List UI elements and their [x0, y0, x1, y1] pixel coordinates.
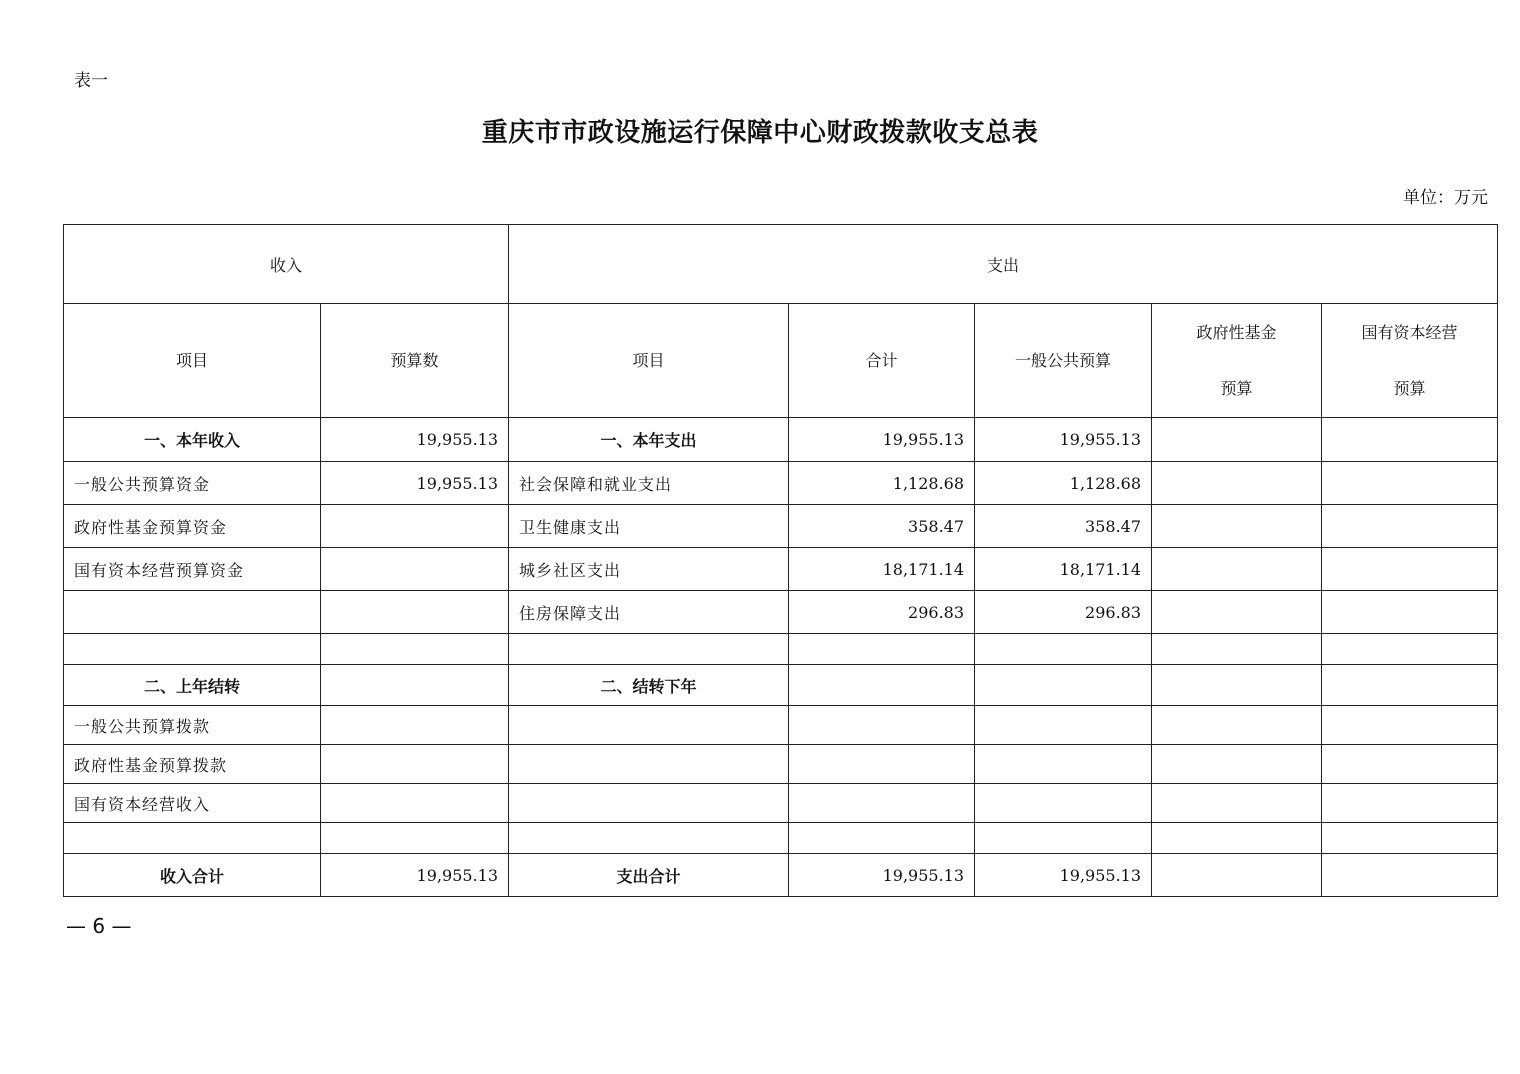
gov-fund-cell	[1152, 784, 1322, 823]
gov-fund-cell	[1152, 823, 1322, 854]
state-capital-cell	[1322, 505, 1498, 548]
state-capital-budget-header	[1322, 304, 1498, 418]
gov-fund-budget-header-line2: 预算	[1220, 378, 1253, 398]
gov-fund-cell	[1152, 745, 1322, 784]
total-header: 合计	[789, 304, 975, 418]
total-cell	[789, 784, 975, 823]
general-budget-cell: 296.83	[975, 591, 1152, 634]
gov-fund-cell	[1152, 665, 1322, 706]
income-value-cell	[321, 784, 509, 823]
income-header: 收入	[64, 225, 509, 304]
expense-item-cell: 一、本年支出	[509, 418, 789, 462]
state-capital-cell	[1322, 854, 1498, 897]
income-item-cell: 一般公共预算资金	[64, 462, 321, 505]
income-item-cell: 国有资本经营收入	[64, 784, 321, 823]
gov-fund-budget-header-line1: 政府性基金	[1196, 322, 1277, 342]
income-value-cell	[321, 505, 509, 548]
page-title: 重庆市市政设施运行保障中心财政拨款收支总表	[481, 118, 1039, 148]
income-item-cell: 一、本年收入	[64, 418, 321, 462]
general-budget-cell	[975, 823, 1152, 854]
expense-item-cell: 二、结转下年	[509, 665, 789, 706]
expense-item-cell	[509, 745, 789, 784]
table-row	[64, 548, 1498, 591]
table-row	[64, 591, 1498, 634]
income-value-cell	[321, 665, 509, 706]
table-row-total	[64, 854, 1498, 897]
total-cell: 358.47	[789, 505, 975, 548]
income-item-cell	[64, 634, 321, 665]
income-item-cell	[64, 591, 321, 634]
income-value-cell	[321, 823, 509, 854]
budget-summary-table	[63, 224, 1498, 897]
gov-fund-cell	[1152, 634, 1322, 665]
header-row-columns	[64, 304, 1498, 418]
expense-item-cell: 社会保障和就业支出	[509, 462, 789, 505]
state-capital-cell	[1322, 665, 1498, 706]
general-budget-cell	[975, 706, 1152, 745]
income-value-cell: 19,955.13	[321, 418, 509, 462]
general-budget-cell	[975, 745, 1152, 784]
expense-item-cell	[509, 706, 789, 745]
gov-fund-budget-header	[1152, 304, 1322, 418]
state-capital-budget-header-line1: 国有资本经营	[1361, 322, 1458, 342]
state-capital-cell	[1322, 418, 1498, 462]
gov-fund-cell	[1152, 854, 1322, 897]
gov-fund-cell	[1152, 706, 1322, 745]
expense-item-cell	[509, 823, 789, 854]
unit-label: 单位：万元	[1403, 188, 1488, 208]
table-label: 表一	[74, 71, 108, 91]
table-row	[64, 462, 1498, 505]
table-row	[64, 505, 1498, 548]
gov-fund-cell	[1152, 418, 1322, 462]
expense-item-header: 项目	[509, 304, 789, 418]
general-budget-header: 一般公共预算	[975, 304, 1152, 418]
expense-item-cell: 支出合计	[509, 854, 789, 897]
gov-fund-cell	[1152, 548, 1322, 591]
page-number: — 6 —	[66, 914, 132, 938]
general-budget-cell	[975, 665, 1152, 706]
total-cell: 19,955.13	[789, 854, 975, 897]
income-value-cell	[321, 548, 509, 591]
table-row	[64, 784, 1498, 823]
state-capital-cell	[1322, 823, 1498, 854]
income-item-header: 项目	[64, 304, 321, 418]
general-budget-cell: 1,128.68	[975, 462, 1152, 505]
table-row	[64, 706, 1498, 745]
header-row-group	[64, 225, 1498, 304]
state-capital-cell	[1322, 591, 1498, 634]
expense-item-cell: 住房保障支出	[509, 591, 789, 634]
income-item-cell: 收入合计	[64, 854, 321, 897]
general-budget-cell	[975, 634, 1152, 665]
table-row	[64, 745, 1498, 784]
total-cell: 1,128.68	[789, 462, 975, 505]
state-capital-cell	[1322, 548, 1498, 591]
total-cell	[789, 745, 975, 784]
income-item-cell: 二、上年结转	[64, 665, 321, 706]
income-budget-header: 预算数	[321, 304, 509, 418]
total-cell: 296.83	[789, 591, 975, 634]
income-value-cell	[321, 745, 509, 784]
total-cell	[789, 634, 975, 665]
general-budget-cell: 19,955.13	[975, 854, 1152, 897]
income-item-cell: 政府性基金预算资金	[64, 505, 321, 548]
income-value-cell	[321, 706, 509, 745]
state-capital-cell	[1322, 634, 1498, 665]
table-row	[64, 665, 1498, 706]
total-cell	[789, 665, 975, 706]
table-row	[64, 634, 1498, 665]
state-capital-cell	[1322, 784, 1498, 823]
general-budget-cell: 19,955.13	[975, 418, 1152, 462]
income-value-cell	[321, 591, 509, 634]
income-value-cell: 19,955.13	[321, 854, 509, 897]
gov-fund-cell	[1152, 505, 1322, 548]
state-capital-cell	[1322, 706, 1498, 745]
gov-fund-cell	[1152, 462, 1322, 505]
income-value-cell: 19,955.13	[321, 462, 509, 505]
table-row	[64, 418, 1498, 462]
table-row	[64, 823, 1498, 854]
state-capital-cell	[1322, 462, 1498, 505]
general-budget-cell	[975, 784, 1152, 823]
gov-fund-cell	[1152, 591, 1322, 634]
total-cell: 18,171.14	[789, 548, 975, 591]
expense-item-cell	[509, 784, 789, 823]
total-cell	[789, 706, 975, 745]
state-capital-budget-header-line2: 预算	[1393, 378, 1426, 398]
income-value-cell	[321, 634, 509, 665]
expense-item-cell: 卫生健康支出	[509, 505, 789, 548]
income-item-cell: 国有资本经营预算资金	[64, 548, 321, 591]
state-capital-cell	[1322, 745, 1498, 784]
general-budget-cell: 358.47	[975, 505, 1152, 548]
general-budget-cell: 18,171.14	[975, 548, 1152, 591]
expense-item-cell: 城乡社区支出	[509, 548, 789, 591]
income-item-cell	[64, 823, 321, 854]
income-item-cell: 政府性基金预算拨款	[64, 745, 321, 784]
total-cell: 19,955.13	[789, 418, 975, 462]
total-cell	[789, 823, 975, 854]
expense-item-cell	[509, 634, 789, 665]
expense-header: 支出	[509, 225, 1498, 304]
income-item-cell: 一般公共预算拨款	[64, 706, 321, 745]
